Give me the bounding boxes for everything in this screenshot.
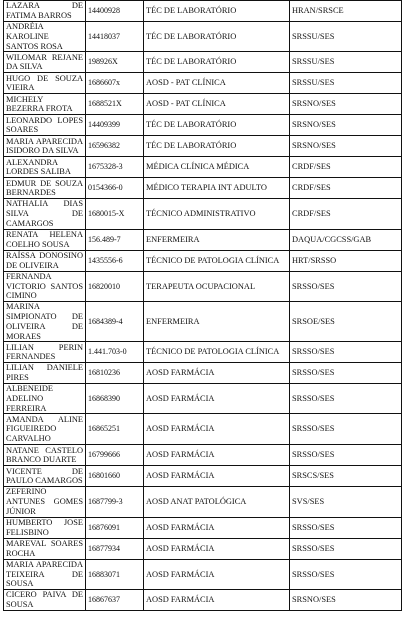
- cell-matricula: 14418037: [86, 22, 144, 52]
- cell-nome: MARINA SIMPIONATO DE OLIVEIRA DE MORAES: [4, 302, 86, 342]
- cell-lotacao: HRAN/SRSCE: [290, 1, 402, 22]
- table-row: [4, 559, 402, 589]
- cell-nome: MAREVAL SOARES ROCHA: [4, 538, 86, 559]
- table-row: [4, 363, 402, 384]
- cell-matricula: 1684389-4: [86, 302, 144, 342]
- cell-nome: VICENTE DE PAULO CAMARGOS: [4, 466, 86, 487]
- table-row: [4, 487, 402, 517]
- table-body: [4, 1, 402, 611]
- table-row: [4, 517, 402, 538]
- cell-lotacao: SRSSO/SES: [290, 445, 402, 466]
- cell-lotacao: SRSSU/SES: [290, 73, 402, 94]
- cell-nome: RAÍSSA DONOSINO DE OLIVEIRA: [4, 250, 86, 271]
- table-row: [4, 199, 402, 229]
- cell-nome: LAZARA DE FATIMA BARROS: [4, 1, 86, 22]
- cell-matricula: 0154366-0: [86, 178, 144, 199]
- table-row: [4, 136, 402, 157]
- cell-cargo: AOSD FARMÁCIA: [144, 383, 290, 413]
- cell-lotacao: SRSOE/SES: [290, 302, 402, 342]
- cell-cargo: AOSD - PAT CLÍNICA: [144, 94, 290, 115]
- cell-nome: HUGO DE SOUZA VIEIRA: [4, 73, 86, 94]
- cell-lotacao: SRSSU/SES: [290, 22, 402, 52]
- cell-cargo: TÉCNICO DE PATOLOGIA CLÍNICA: [144, 250, 290, 271]
- cell-matricula: 16820010: [86, 271, 144, 301]
- cell-matricula: 1687799-3: [86, 487, 144, 517]
- cell-cargo: TERAPEUTA OCUPACIONAL: [144, 271, 290, 301]
- cell-nome: RENATA HELENA COELHO SOUSA: [4, 229, 86, 250]
- cell-cargo: AOSD FARMÁCIA: [144, 517, 290, 538]
- table-row: [4, 342, 402, 363]
- cell-cargo: AOSD FARMÁCIA: [144, 590, 290, 611]
- cell-lotacao: SRSSO/SES: [290, 559, 402, 589]
- cell-lotacao: SRSNO/SES: [290, 115, 402, 136]
- cell-cargo: TÉC DE LABORATÓRIO: [144, 136, 290, 157]
- cell-cargo: TÉCNICO ADMINISTRATIVO: [144, 199, 290, 229]
- cell-matricula: 16865251: [86, 414, 144, 445]
- cell-cargo: AOSD FARMÁCIA: [144, 414, 290, 445]
- table-row: [4, 250, 402, 271]
- cell-cargo: AOSD FARMÁCIA: [144, 538, 290, 559]
- cell-lotacao: SRSSO/SES: [290, 363, 402, 384]
- table-row: [4, 383, 402, 413]
- table-row: [4, 157, 402, 178]
- cell-matricula: 1675328-3: [86, 157, 144, 178]
- cell-nome: NATHALIA DIAS SILVA DE CAMARGOS: [4, 199, 86, 229]
- cell-nome: LILIAN PERIN FERNANDES: [4, 342, 86, 363]
- cell-cargo: AOSD - PAT CLÍNICA: [144, 73, 290, 94]
- cell-matricula: 16810236: [86, 363, 144, 384]
- cell-lotacao: SRSSU/SES: [290, 52, 402, 73]
- cell-matricula: 16883071: [86, 559, 144, 589]
- cell-lotacao: DAQUA/CGCSS/GAB: [290, 229, 402, 250]
- cell-matricula: 16876091: [86, 517, 144, 538]
- table-row: [4, 22, 402, 52]
- cell-matricula: 1680015-X: [86, 199, 144, 229]
- cell-lotacao: SRSSO/SES: [290, 538, 402, 559]
- cell-nome: MICHELY BEZERRA FROTA: [4, 94, 86, 115]
- cell-matricula: 16596382: [86, 136, 144, 157]
- table-row: [4, 52, 402, 73]
- table-row: [4, 73, 402, 94]
- cell-nome: AMANDA ALINE FIGUEIREDO CARVALHO: [4, 414, 86, 445]
- cell-matricula: 1686607x: [86, 73, 144, 94]
- table-row: [4, 445, 402, 466]
- cell-nome: NATANE CASTELO BRANCO DUARTE: [4, 445, 86, 466]
- cell-cargo: MÉDICO TERAPIA INT ADULTO: [144, 178, 290, 199]
- cell-nome: WILOMAR REJANE DA SILVA: [4, 52, 86, 73]
- cell-lotacao: HRT/SRSSO: [290, 250, 402, 271]
- table-row: [4, 178, 402, 199]
- table-row: [4, 302, 402, 342]
- cell-lotacao: SRSNO/SES: [290, 94, 402, 115]
- cell-nome: EDMUR DE SOUZA BERNARDES: [4, 178, 86, 199]
- cell-lotacao: SRSSO/SES: [290, 342, 402, 363]
- cell-cargo: AOSD FARMÁCIA: [144, 445, 290, 466]
- cell-matricula: 16868390: [86, 383, 144, 413]
- cell-lotacao: SRSSO/SES: [290, 517, 402, 538]
- cell-cargo: MÉDICA CLÍNICA MÉDICA: [144, 157, 290, 178]
- cell-lotacao: SRSCS/SES: [290, 466, 402, 487]
- cell-lotacao: SRSSO/SES: [290, 383, 402, 413]
- servidores-table: [3, 0, 402, 611]
- cell-cargo: ENFERMEIRA: [144, 302, 290, 342]
- cell-matricula: 16801660: [86, 466, 144, 487]
- table-row: [4, 538, 402, 559]
- cell-cargo: TÉC DE LABORATÓRIO: [144, 22, 290, 52]
- cell-cargo: ENFERMEIRA: [144, 229, 290, 250]
- table-row: [4, 229, 402, 250]
- cell-cargo: TÉCNICO DE PATOLOGIA CLÍNICA: [144, 342, 290, 363]
- cell-cargo: AOSD ANAT PATOLÓGICA: [144, 487, 290, 517]
- cell-matricula: 198926X: [86, 52, 144, 73]
- cell-nome: ALEXANDRA LORDES SALIBA: [4, 157, 86, 178]
- cell-matricula: 16877934: [86, 538, 144, 559]
- cell-nome: LEONARDO LOPES SOARES: [4, 115, 86, 136]
- cell-lotacao: SRSSO/SES: [290, 414, 402, 445]
- cell-nome: ANDRÉIA KAROLINE SANTOS ROSA: [4, 22, 86, 52]
- cell-lotacao: SVS/SES: [290, 487, 402, 517]
- cell-lotacao: CRDF/SES: [290, 157, 402, 178]
- cell-nome: HUMBERTO JOSE FELISBINO: [4, 517, 86, 538]
- cell-matricula: 1435556-6: [86, 250, 144, 271]
- cell-lotacao: CRDF/SES: [290, 199, 402, 229]
- cell-nome: MARIA APARECIDA TEIXEIRA DE SOUSA: [4, 559, 86, 589]
- table-row: [4, 115, 402, 136]
- cell-matricula: 14400928: [86, 1, 144, 22]
- table-row: [4, 466, 402, 487]
- table-row: [4, 1, 402, 22]
- cell-nome: LILIAN DANIELE PIRES: [4, 363, 86, 384]
- cell-lotacao: SRSSO/SES: [290, 271, 402, 301]
- cell-nome: CICERO PAIVA DE SOUSA: [4, 590, 86, 611]
- cell-matricula: 156.489-7: [86, 229, 144, 250]
- cell-matricula: 16799666: [86, 445, 144, 466]
- table-row: [4, 414, 402, 445]
- cell-cargo: AOSD FARMÁCIA: [144, 559, 290, 589]
- cell-matricula: 1.441.703-0: [86, 342, 144, 363]
- cell-matricula: 14409399: [86, 115, 144, 136]
- cell-cargo: AOSD FARMÁCIA: [144, 363, 290, 384]
- table-row: [4, 590, 402, 611]
- cell-nome: FERNANDA VICTORIO SANTOS CIMINO: [4, 271, 86, 301]
- cell-cargo: TÉC DE LABORATÓRIO: [144, 52, 290, 73]
- cell-lotacao: SRSNO/SES: [290, 590, 402, 611]
- cell-nome: ZEFERINO ANTUNES GOMES JÚNIOR: [4, 487, 86, 517]
- cell-lotacao: SRSNO/SES: [290, 136, 402, 157]
- table-row: [4, 94, 402, 115]
- cell-cargo: TÉC DE LABORATÓRIO: [144, 1, 290, 22]
- cell-matricula: 1688521X: [86, 94, 144, 115]
- cell-cargo: AOSD FARMÁCIA: [144, 466, 290, 487]
- cell-matricula: 16867637: [86, 590, 144, 611]
- cell-cargo: TÉC DE LABORATÓRIO: [144, 115, 290, 136]
- table-row: [4, 271, 402, 301]
- cell-lotacao: CRDF/SES: [290, 178, 402, 199]
- cell-nome: MARIA APARECIDA ISIDORO DA SILVA: [4, 136, 86, 157]
- cell-nome: ALBENEIDE ADELINO FERREIRA: [4, 383, 86, 413]
